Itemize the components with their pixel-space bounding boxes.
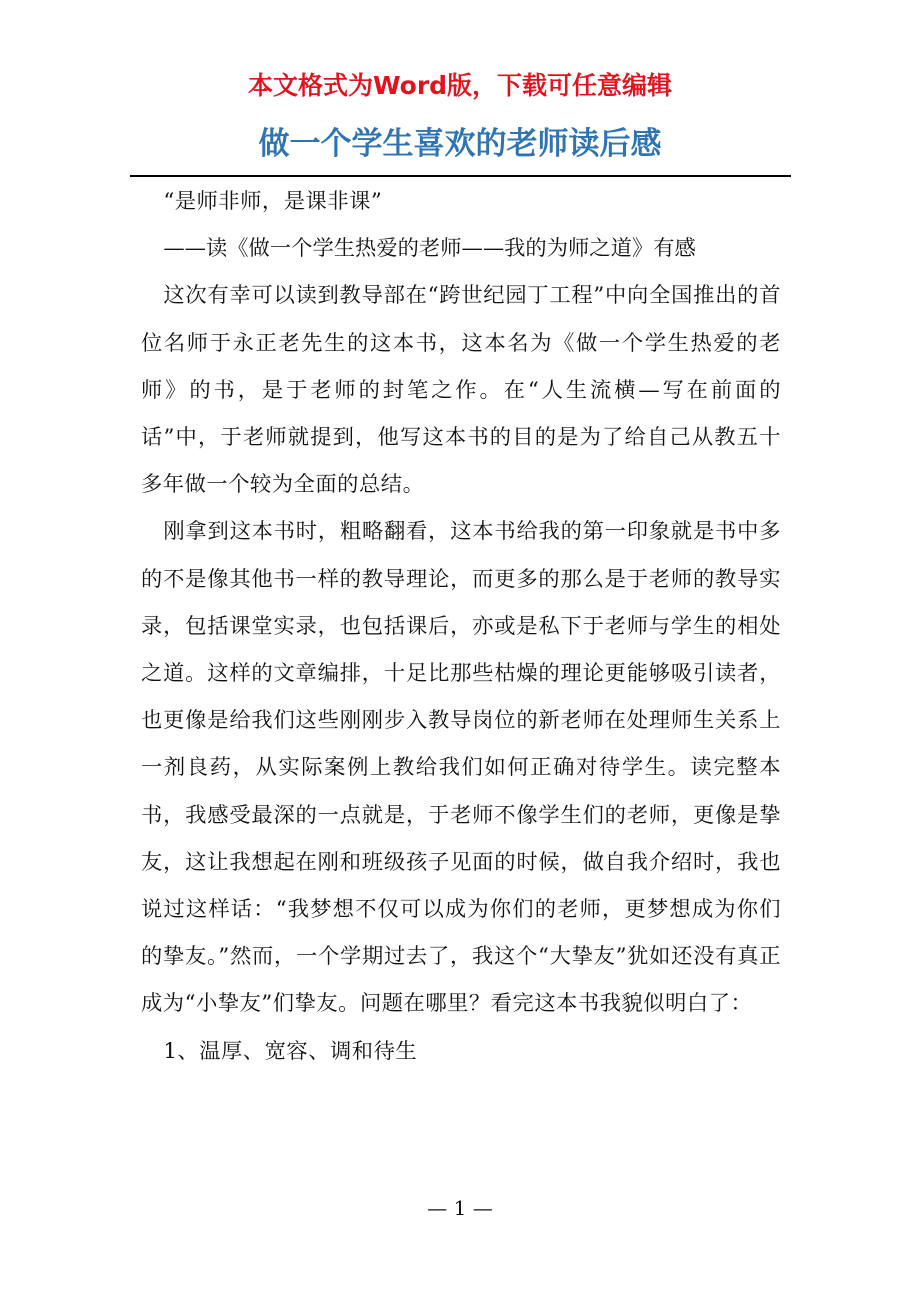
document-body bbox=[141, 178, 781, 1075]
subtitle-line: ——读《做一个学生热爱的老师——我的为师之道》有感 bbox=[163, 236, 696, 262]
body-paragraph: 刚拿到这本书时，粗略翻看，这本书给我的第一印象就是书中多的不是像其他书一样的教导理论，而更多的那么是于老师的教导实录，包括课堂实录，也包括课后，亦或是私下于老师与学生的相处之道。这样的文章编排，十足比那些枯燥的理论更能够吸引读者，也更像是给我们这些刚刚步入教导岗位的新老师在处理师生关系上一剂良药，从实际案例上教给我们如何正确对待学生。读完整本书，我感受最深的一点就是，于老师不像学生们的老师，更像是挚友，这让我想起在刚和班级孩子见面的时候，做自我介绍时，我也说过这样话：“我梦想不仅可以成为你们的老师，更梦想成为你们的挚友。”然而，一个学期过去了，我这个“大挚友”犹如还没有真正成为“小挚友”们挚友。问题在哪里？看完这本书我貌似明白了： bbox=[141, 519, 781, 1017]
document-title: 做一个学生喜欢的老师读后感 bbox=[258, 126, 662, 162]
body-paragraph: 这次有幸可以读到教导部在“跨世纪园丁工程”中向全国推出的首位名师于永正老先生的这本书，这本名为《做一个学生热爱的老师》的书，是于老师的封笔之作。在“人生流横—写在前面的话”中，于老师就提到，他写这本书的目的是为了给自己从教五十多年做一个较为全面的总结。 bbox=[141, 283, 781, 498]
format-notice-banner: 本文格式为Word版，下载可任意编辑 bbox=[247, 71, 673, 100]
quote-heading: “是师非师，是课非课” bbox=[163, 189, 383, 214]
section-heading: 1、温厚、宽容、调和待生 bbox=[163, 1038, 418, 1064]
title-divider-line bbox=[130, 175, 791, 177]
page-number: — 1 — bbox=[427, 1196, 493, 1220]
